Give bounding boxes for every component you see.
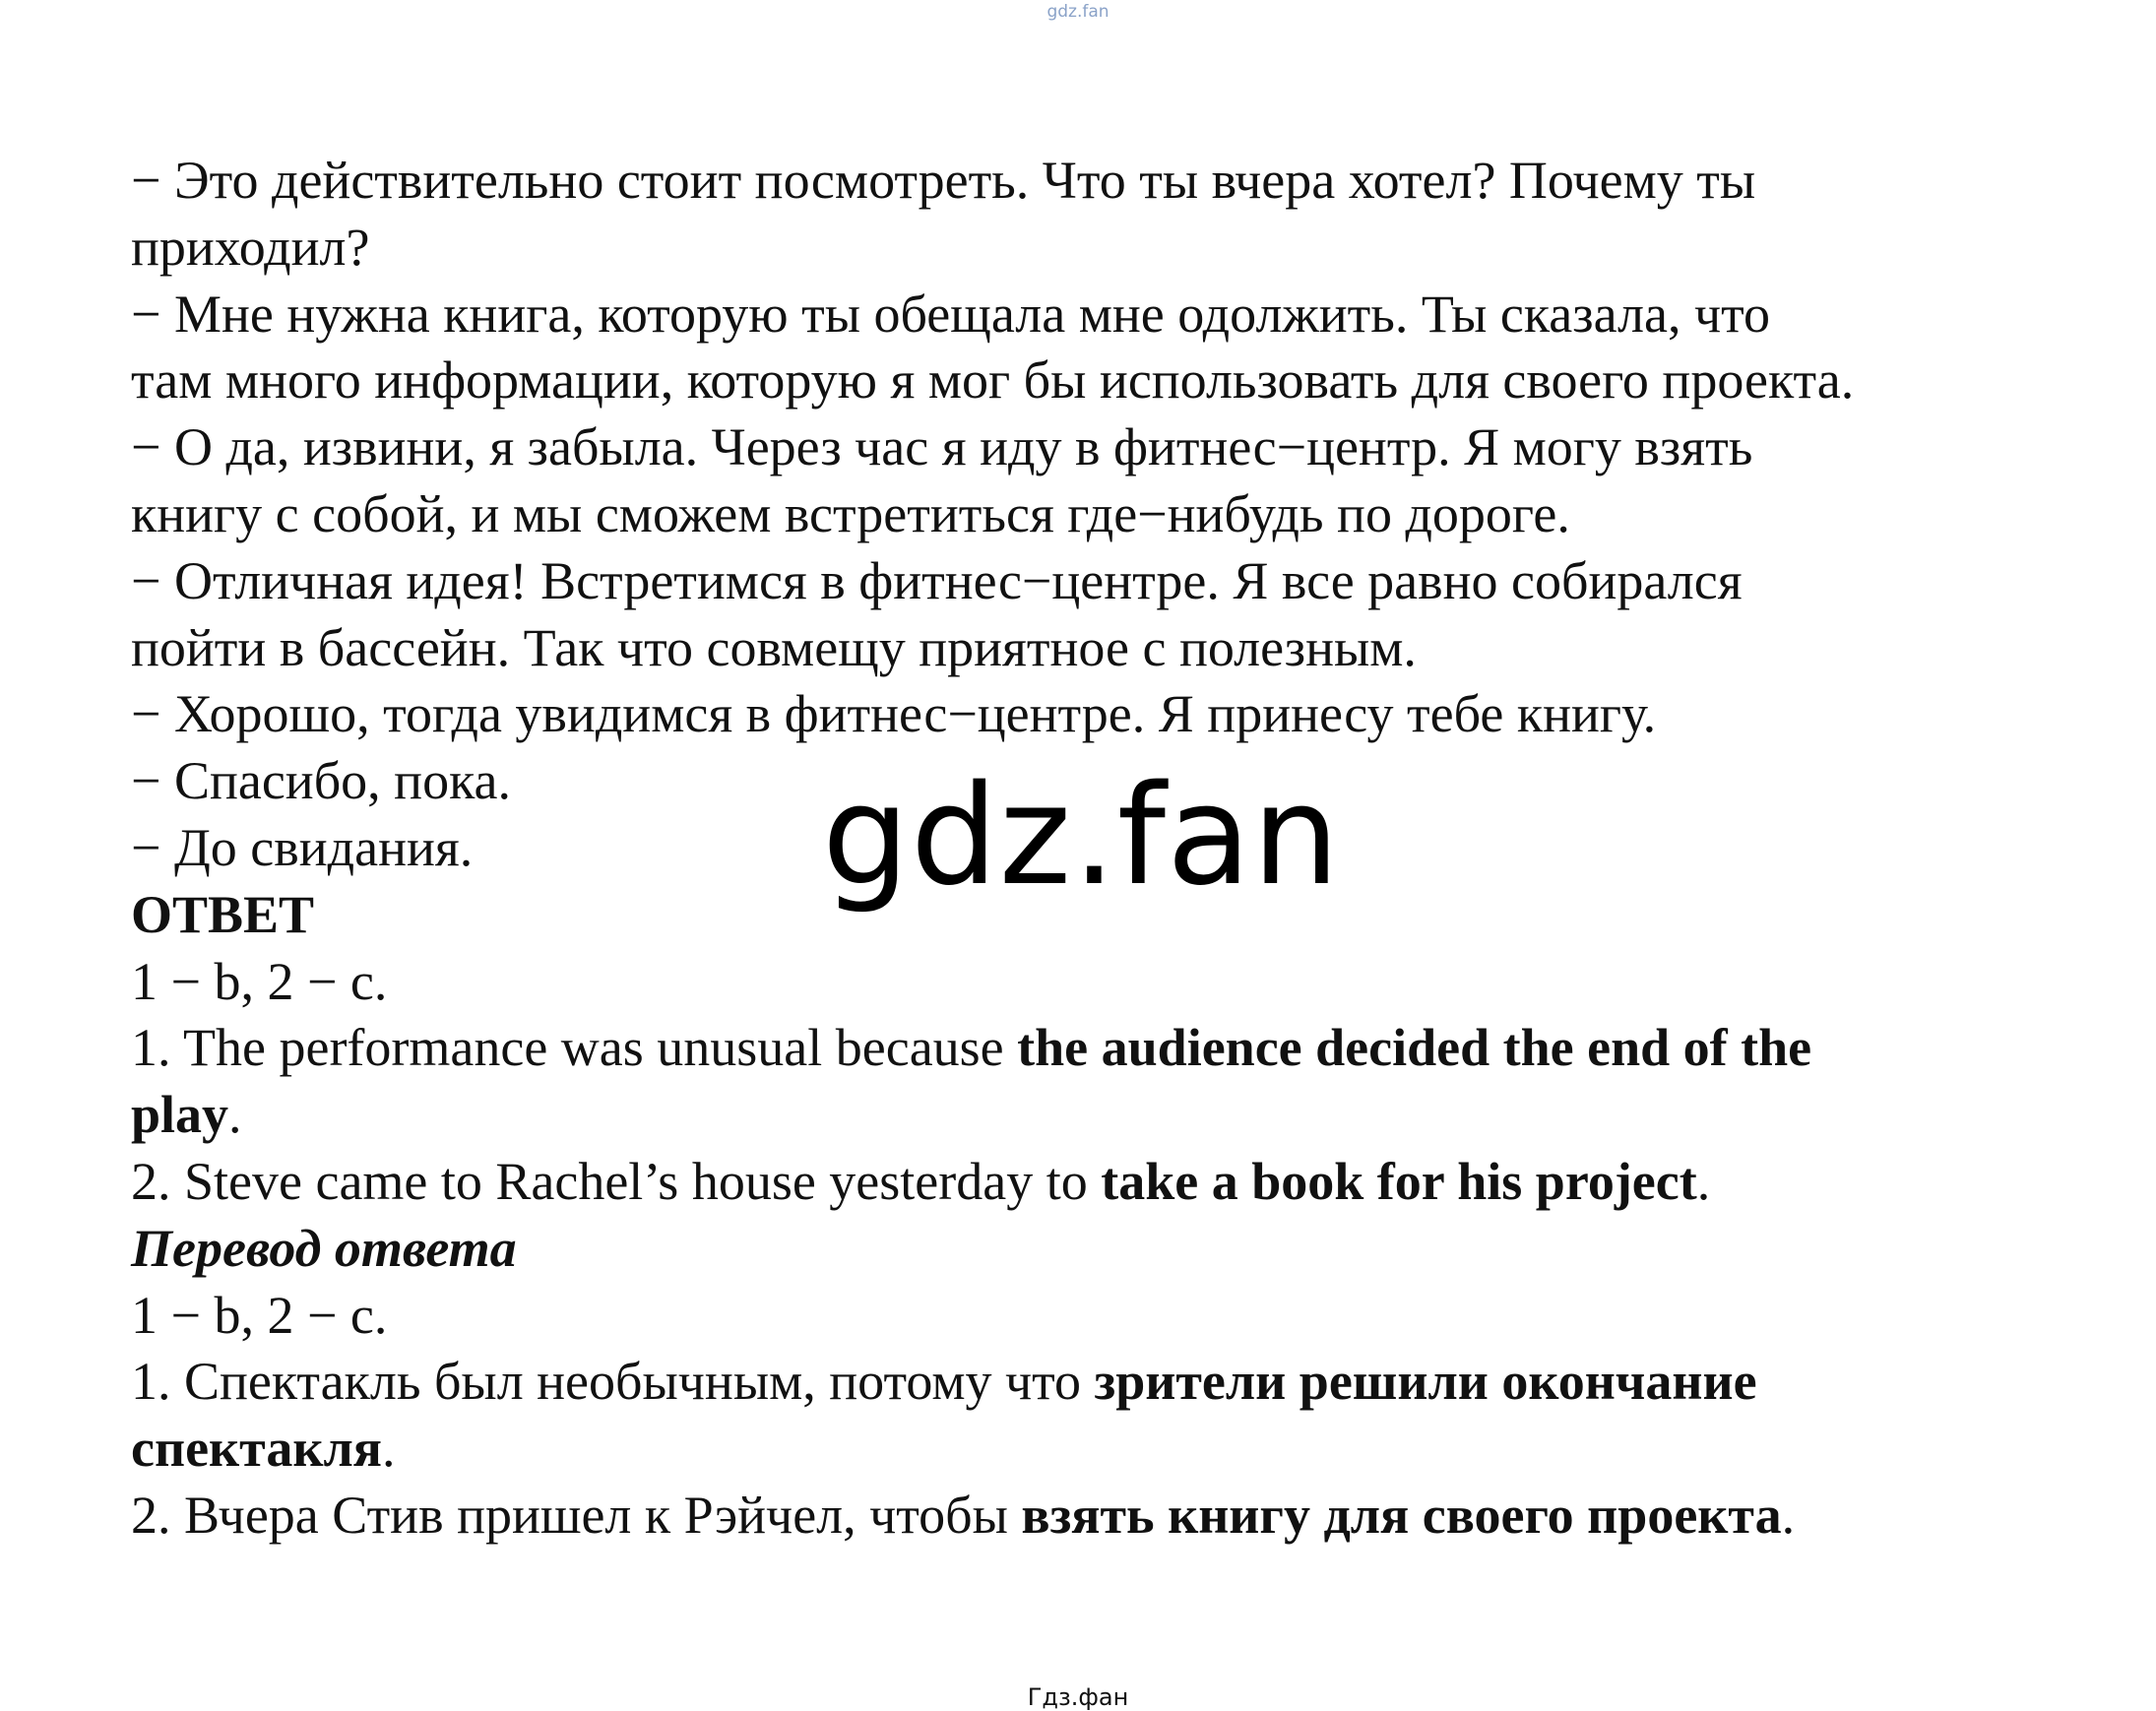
dialogue-line: там много информации, которую я мог бы использовать для своего проекта. [131, 350, 1855, 411]
translation-heading: Перевод ответа [131, 1218, 517, 1278]
dialogue-line: − О да, извини, я забыла. Через час я иду в фитнес−центр. Я могу взять [131, 417, 1753, 477]
dialogue-line: книгу с собой, и мы сможем встретиться где−нибудь по дороге. [131, 483, 1570, 543]
answer-heading: ОТВЕТ [131, 884, 315, 944]
dialogue-line: приходил? [131, 217, 370, 277]
dialogue-line: − Мне нужна книга, которую ты обещала мне одолжить. Ты сказала, что [131, 284, 1770, 344]
translation-1-period: . [381, 1419, 396, 1479]
footer-text: Гдз.фан [1027, 1683, 1129, 1711]
dialogue-line: − Спасибо, пока. [131, 751, 511, 811]
answer-1-continued [131, 1082, 2129, 1149]
translation-1-bold: зрители решили окончание [1094, 1352, 1757, 1412]
site-watermark: gdz.fan [822, 756, 1341, 917]
answer-1-bold: the audience decided the end of the [1017, 1018, 1812, 1078]
answer-1-period: . [228, 1085, 242, 1145]
translation-1-bold-end: спектакля [131, 1419, 382, 1479]
answer-2-text: 2. Steve came to Rachel’s house yesterday to [131, 1151, 1102, 1211]
translation-2-bold: взять книгу для своего проекта [1021, 1485, 1782, 1545]
dialogue-line: − Хорошо, тогда увидимся в фитнес−центре. Я принесу тебе книгу. [131, 684, 1657, 744]
top-watermark-text: gdz.fan [1046, 2, 1110, 22]
translation-2 [131, 1483, 2129, 1550]
translation-2-text: 2. Вчера Стив пришел к Рэйчел, чтобы [131, 1485, 1022, 1545]
answer-2 [131, 1149, 2129, 1216]
answer-1-bold-end: play [131, 1085, 229, 1145]
answer-1-text: 1. The performance was unusual because [131, 1018, 1018, 1078]
answer-2-period: . [1696, 1151, 1711, 1211]
answer-key: 1 − b, 2 − c. [131, 951, 388, 1011]
translation-1-text: 1. Спектакль был необычным, потому что [131, 1352, 1095, 1412]
dialogue-line: − Отличная идея! Встретимся в фитнес−центре. Я все равно собирался [131, 550, 1743, 610]
translation-1-continued [131, 1416, 2129, 1483]
translation-1 [131, 1349, 2129, 1416]
dialogue-line: − До свидания. [131, 817, 474, 877]
answer-2-bold: take a book for his project [1101, 1151, 1697, 1211]
dialogue-line: пойти в бассейн. Так что совмещу приятное с полезным. [131, 617, 1417, 677]
translation-2-period: . [1781, 1485, 1796, 1545]
dialogue-line: − Это действительно стоит посмотреть. Что ты вчера хотел? Почему ты [131, 151, 1756, 210]
translation-key: 1 − b, 2 − c. [131, 1285, 388, 1345]
answer-1 [131, 1015, 2129, 1082]
